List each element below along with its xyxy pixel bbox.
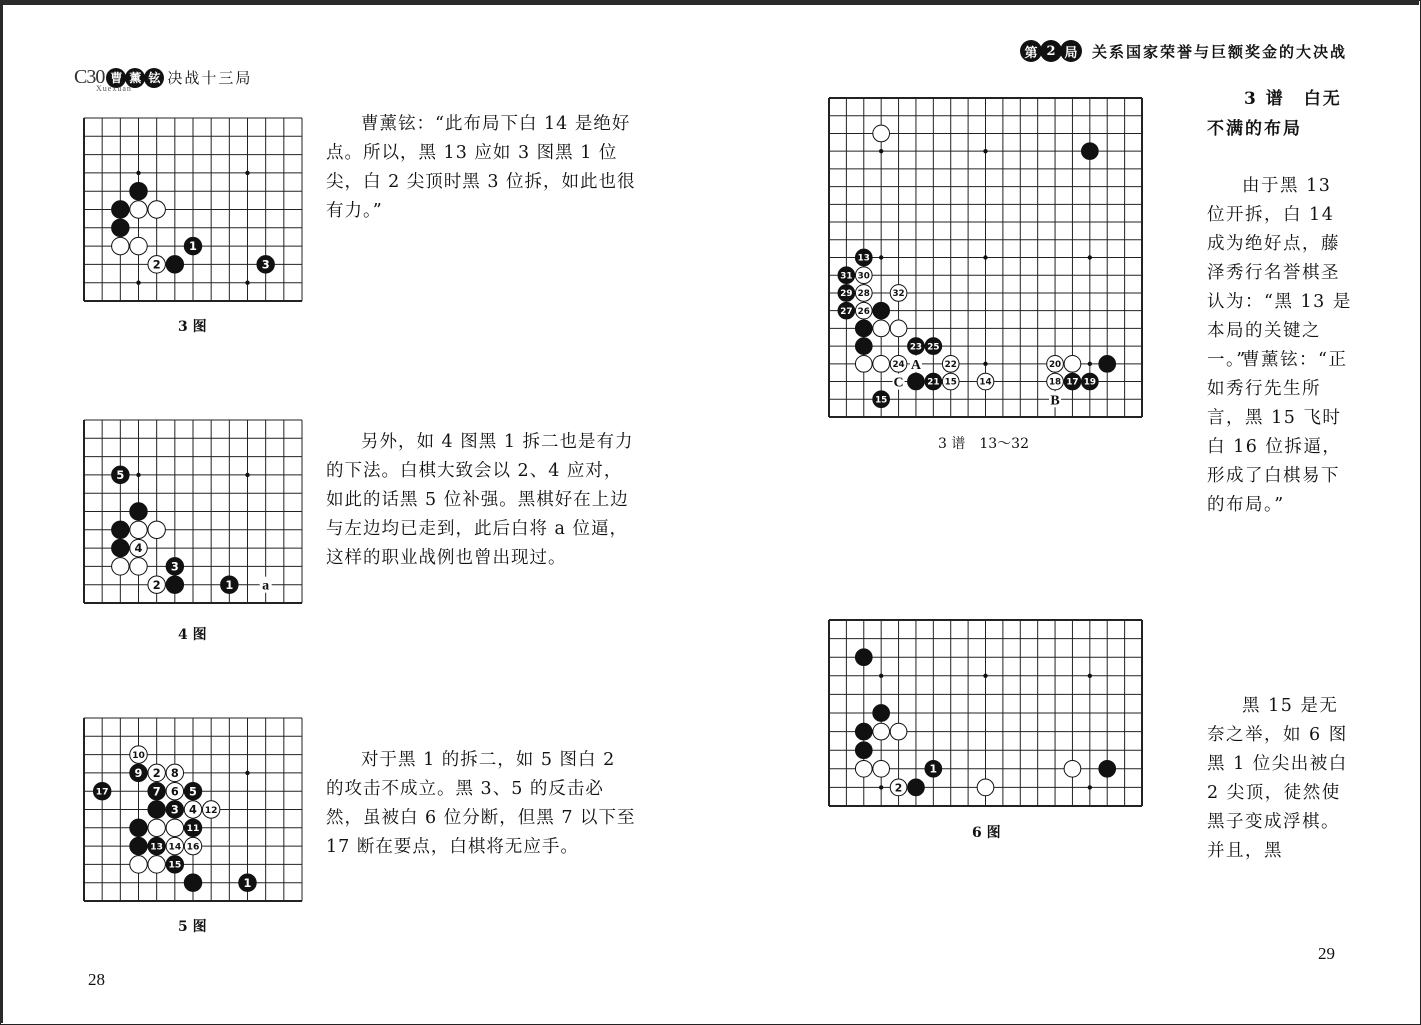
white-stone — [166, 819, 183, 836]
move-number: 15 — [875, 395, 888, 406]
black-stone — [873, 302, 890, 319]
go-diagram-fig4 — [74, 410, 312, 613]
move-number: 5 — [116, 467, 125, 482]
black-stone — [166, 576, 183, 593]
black-stone — [184, 874, 201, 891]
black-stone — [130, 837, 147, 854]
move-number: 4 — [134, 541, 143, 556]
white-stone — [112, 558, 129, 575]
black-stone — [1099, 760, 1116, 777]
book-title: 决战十三局 — [167, 69, 253, 87]
badge-char: 第 — [1020, 40, 1042, 62]
black-stone — [908, 373, 925, 390]
move-number: 8 — [170, 765, 179, 780]
move-number: 26 — [857, 306, 870, 317]
move-number: 29 — [840, 289, 853, 300]
white-stone — [148, 521, 165, 538]
black-stone — [908, 779, 925, 796]
move-number: 7 — [152, 784, 161, 799]
move-number: 1 — [243, 875, 252, 890]
caption-fig6: 6 图 — [972, 825, 1001, 841]
right-running-header — [1020, 40, 1347, 62]
move-number: 18 — [1048, 377, 1062, 388]
move-number: 31 — [840, 271, 853, 282]
star-point — [983, 255, 987, 259]
move-number: 24 — [892, 359, 905, 370]
commentary-fig3: 曹薰铉：“此布局下白 14 是绝好点。所以，黑 13 应如 3 图黑 1 位尖，白 2 尖顶时黑 3 位拆，如此也很有力。” — [326, 114, 636, 221]
move-number: 1 — [225, 577, 234, 592]
black-stone — [855, 320, 872, 337]
move-number: 20 — [1048, 359, 1062, 370]
white-stone — [890, 320, 907, 337]
go-diagram-fig3 — [74, 108, 312, 311]
commentary-main: 由于黑 13 位开拆，白 14 成为绝好点，藤泽秀行名誉棋圣认为：“黑 13 是本局的关键之一。” — [1207, 176, 1352, 370]
point-letter: B — [1050, 393, 1060, 409]
star-point — [1088, 255, 1092, 259]
badge-char: 局 — [1060, 40, 1082, 62]
move-number: 14 — [979, 377, 992, 388]
point-letter: C — [893, 375, 904, 391]
black-stone — [130, 503, 147, 520]
black-stone — [1099, 355, 1116, 372]
black-stone — [873, 705, 890, 722]
move-number: 17 — [95, 787, 109, 798]
move-number: 3 — [170, 559, 179, 574]
move-number: 4 — [189, 802, 197, 817]
move-number: 13 — [150, 842, 164, 853]
black-stone — [855, 338, 872, 355]
black-stone — [130, 819, 147, 836]
move-number: 2 — [152, 765, 161, 780]
move-number: 21 — [927, 377, 940, 388]
move-number: 12 — [204, 805, 218, 816]
move-number: 28 — [857, 289, 870, 300]
star-point — [1088, 362, 1092, 366]
move-number: 2 — [152, 257, 161, 272]
move-number: 25 — [927, 342, 940, 353]
move-number: 3 — [261, 257, 270, 272]
move-number: 2 — [152, 577, 161, 592]
black-stone — [130, 182, 147, 199]
move-number: 2 — [894, 781, 903, 795]
move-number: 10 — [132, 750, 145, 761]
star-point — [983, 362, 987, 366]
white-stone — [148, 819, 165, 836]
caption-fig3: 3 图 — [178, 319, 207, 335]
top-edge — [0, 0, 1419, 5]
white-stone — [855, 760, 872, 777]
move-number: 11 — [186, 824, 200, 835]
header-subtitle: Xuexuan — [96, 84, 132, 93]
black-stone — [112, 521, 129, 538]
white-stone — [148, 201, 165, 218]
black-stone — [112, 539, 129, 556]
white-stone — [855, 355, 872, 372]
black-stone — [112, 219, 129, 236]
white-stone — [977, 779, 994, 796]
star-point — [245, 473, 249, 477]
series-mark: C30 — [74, 66, 105, 88]
game-number-badge — [1020, 40, 1080, 62]
move-number: 22 — [944, 359, 957, 370]
white-stone — [130, 237, 147, 254]
point-letter: A — [910, 357, 922, 373]
point-letter: a — [262, 578, 270, 594]
black-stone — [166, 256, 183, 273]
go-diagram-pu3 — [819, 88, 1152, 427]
white-stone — [1064, 760, 1081, 777]
white-stone — [130, 521, 147, 538]
move-number: 9 — [134, 765, 143, 780]
commentary-fig5: 对于黑 1 的拆二，如 5 图白 2 的攻击不成立。黑 3、5 的反击必然，虽被白 6 位分断，但黑 7 以下至 17 断在要点，白棋将无应手。 — [326, 750, 636, 857]
star-point — [1088, 674, 1092, 678]
go-diagram-fig6 — [819, 610, 1152, 816]
move-number: 6 — [170, 784, 179, 799]
name-char: 薰 — [125, 68, 145, 88]
caption-pu3: 3 谱 13～32 — [938, 436, 1029, 452]
white-stone — [890, 723, 907, 740]
move-number: 1 — [189, 239, 197, 254]
move-number: 19 — [1083, 377, 1096, 388]
star-point — [1088, 785, 1092, 789]
star-point — [136, 171, 140, 175]
white-stone — [873, 723, 890, 740]
move-number: 14 — [168, 842, 182, 853]
white-stone — [112, 237, 129, 254]
star-point — [245, 281, 249, 285]
black-stone — [855, 649, 872, 666]
move-number: 5 — [189, 784, 197, 799]
badge-char: 2 — [1040, 40, 1062, 62]
move-number: 13 — [857, 253, 870, 264]
commentary-fig6: 黑 15 是无奈之举，如 6 图黑 1 位尖出被白 2 尖顶，徒然使黑子变成浮棋。并且，黑 — [1207, 696, 1348, 861]
star-point — [879, 785, 883, 789]
move-number: 27 — [840, 306, 853, 317]
white-stone — [873, 125, 890, 142]
white-stone — [130, 201, 147, 218]
star-point — [879, 149, 883, 153]
page-number-right: 29 — [1318, 944, 1335, 963]
section-heading-line2: 不满的布局 — [1207, 119, 1302, 139]
black-stone — [112, 201, 129, 218]
white-stone — [1064, 355, 1081, 372]
move-number: 1 — [929, 762, 938, 776]
caption-fig4: 4 图 — [178, 627, 207, 643]
section-heading-line1: 3 谱 白无 — [1244, 89, 1342, 109]
star-point — [136, 281, 140, 285]
name-char: 铉 — [144, 68, 164, 88]
left-edge — [0, 0, 3, 1023]
white-stone — [873, 320, 890, 337]
commentary-quote: 曹薰铉：“正如秀行先生所言，黑 15 飞时白 16 位拆逼，形成了白棋易下的布局。” — [1207, 350, 1348, 515]
white-stone — [130, 856, 147, 873]
move-number: 23 — [909, 342, 923, 353]
star-point — [245, 771, 249, 775]
page-number-left: 28 — [88, 970, 105, 989]
black-stone — [855, 723, 872, 740]
black-stone — [855, 742, 872, 759]
move-number: 15 — [168, 860, 182, 871]
star-point — [136, 473, 140, 477]
move-number: 17 — [1066, 377, 1079, 388]
star-point — [879, 255, 883, 259]
white-stone — [148, 856, 165, 873]
star-point — [879, 674, 883, 678]
black-stone — [148, 801, 165, 818]
star-point — [983, 149, 987, 153]
white-stone — [130, 558, 147, 575]
move-number: 15 — [944, 377, 957, 388]
go-diagram-fig5 — [74, 708, 312, 911]
black-stone — [1081, 143, 1098, 160]
move-number: 32 — [892, 289, 905, 300]
caption-fig5: 5 图 — [178, 919, 207, 935]
move-number: 30 — [857, 271, 870, 282]
star-point — [245, 171, 249, 175]
move-number: 3 — [170, 802, 179, 817]
white-stone — [873, 760, 890, 777]
chapter-title: 关系国家荣誉与巨额奖金的大决战 — [1091, 42, 1347, 61]
name-char: 曹 — [106, 68, 126, 88]
white-stone — [873, 355, 890, 372]
star-point — [983, 674, 987, 678]
commentary-fig4: 另外，如 4 图黑 1 拆二也是有力的下法。白棋大致会以 2、4 应对，如此的话黑 5 位补强。黑棋好在上边与左边均已走到，此后白将 a 位逼，这样的职业战例也曾出现过。 — [326, 432, 634, 568]
move-number: 16 — [186, 842, 200, 853]
